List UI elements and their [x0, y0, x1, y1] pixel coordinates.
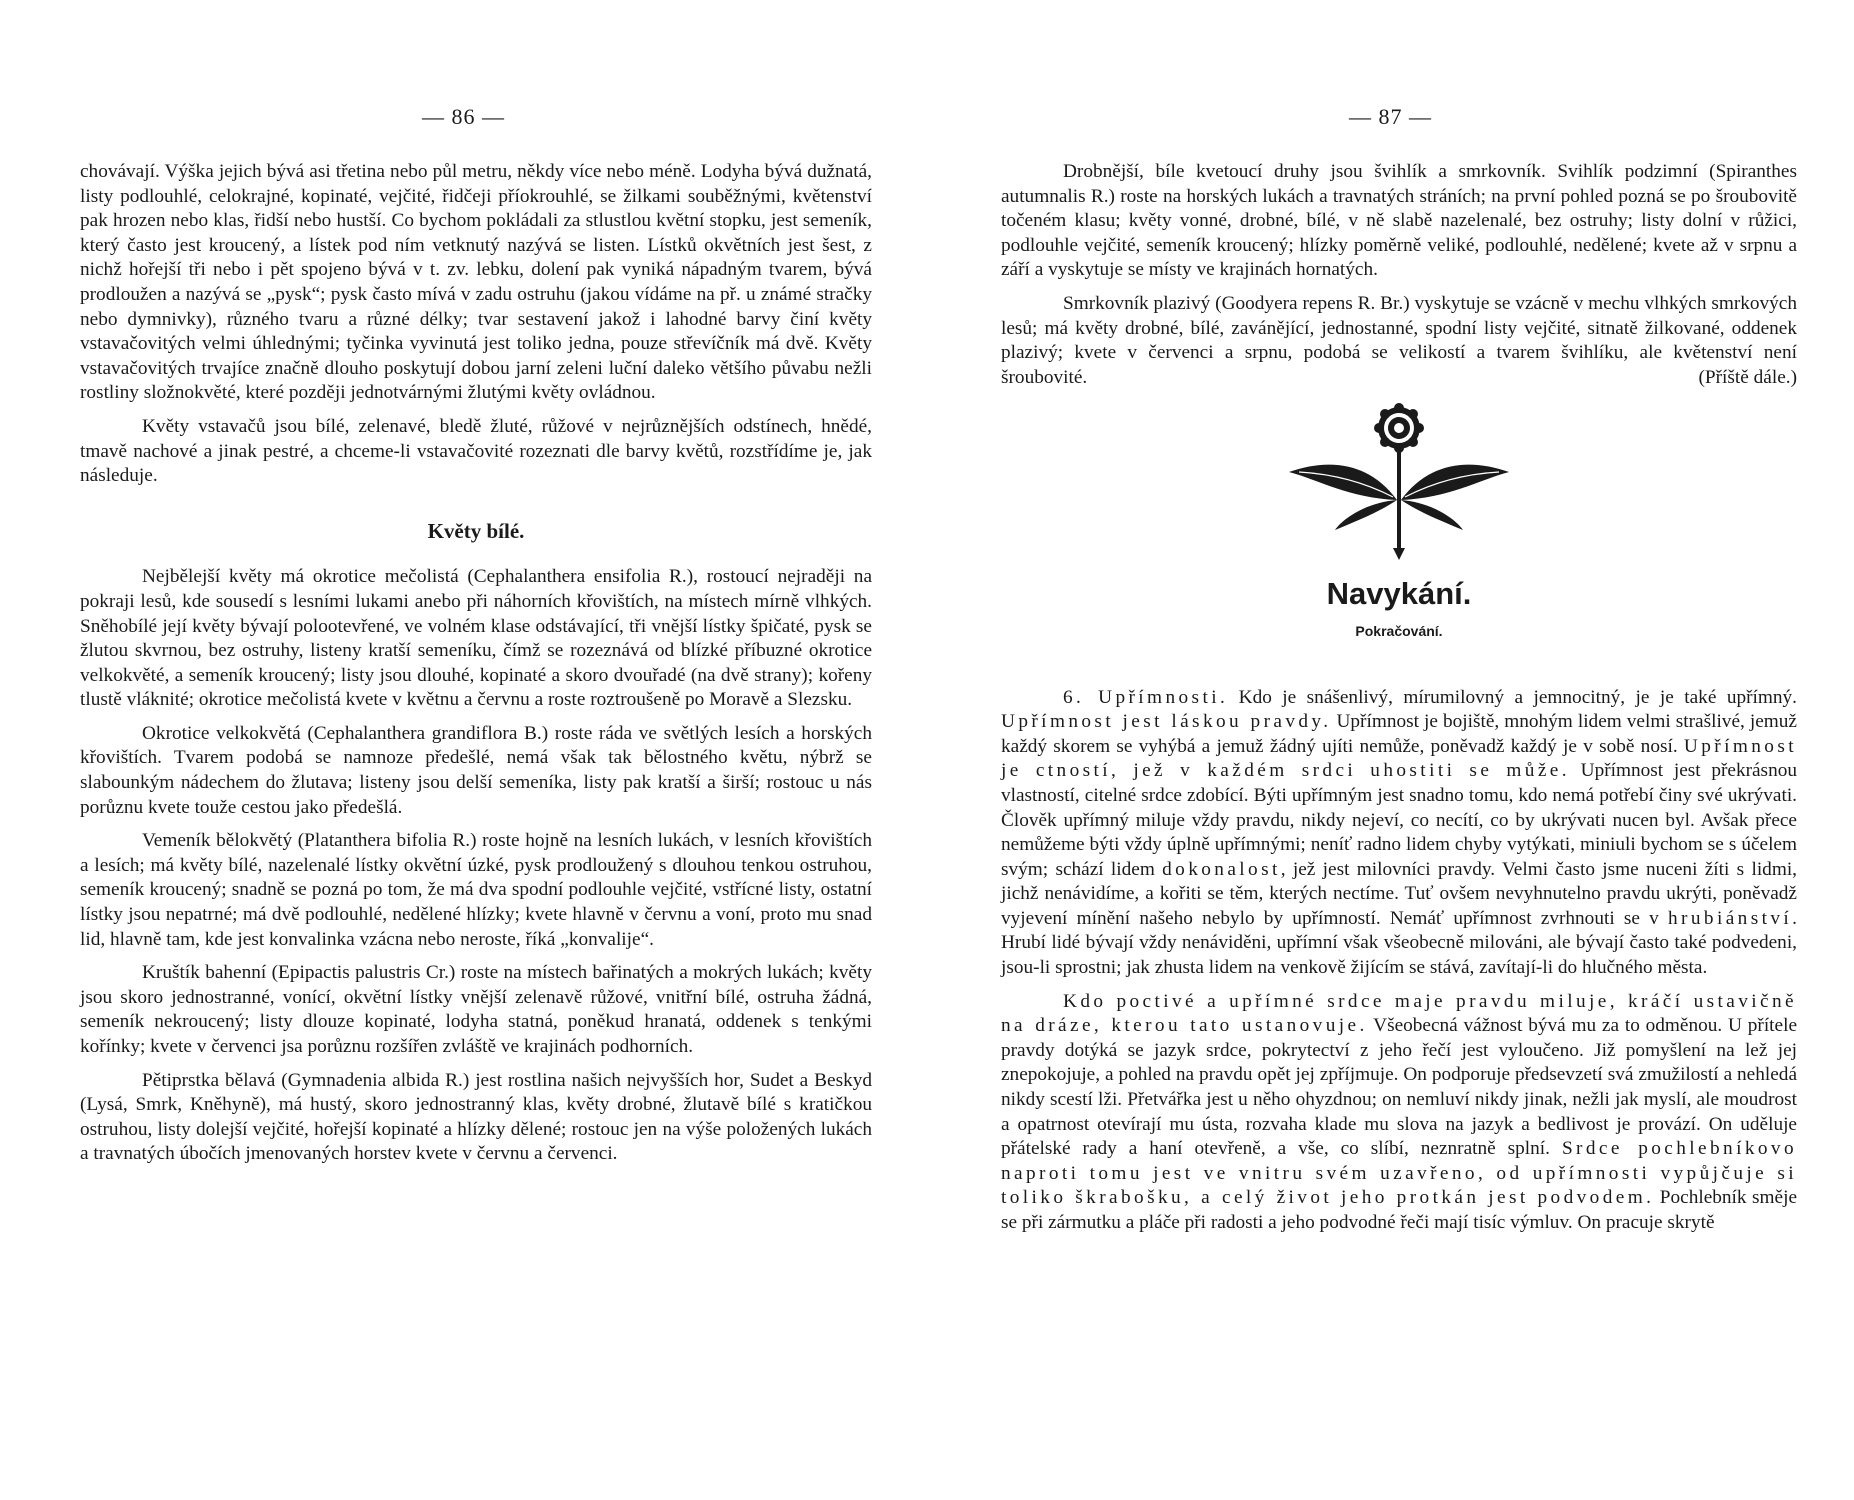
paragraph-krustik: Kruštík bahenní (Epipactis palustris Cr.) roste na místech bařinatých a mokrých lukách; květy jsou skoro jednostranné, vonící, okvětní lístky vnější zelenavě růžové, vnitřní bílé, ostruha žádná, semeník nekroucený; listy dlouze kopinaté, lodyha statná, poněkud hranatá, oddenek s tenkými kořínky; kvete v červenci jsa porůznu rozšířen zvláště ve krajinách podhorních. — [80, 962, 872, 1057]
continued-note: (Příště dále.) — [1698, 366, 1797, 388]
left-column — [80, 160, 872, 1176]
text-run: Kdo je snášenlivý, mírumilovný a jemnocitný, je je také upřímný. — [1228, 686, 1797, 708]
paragraph-flower-colors: Květy vstavačů jsou bílé, zelenavé, bledě žluté, růžové v nejrůznějších odstínech, hnědé, tmavě nachové a jinak pestré, a chceme-li vstavačovité rozeznati dle barvy květů, rozstřídíme je, jak následuje. — [80, 415, 872, 487]
paragraph-poctive-srdce — [1001, 990, 1797, 1236]
paragraph-svihlik: Drobnější, bíle kvetoucí druhy jsou švihlík a smrkovník. Svihlík podzimní (Spiranthes autumnalis R.) roste na horských lukách a travnatých stráních; na první pohled pozná se po šroubovitě točeném klasu; květy vonné, drobné, bílé, v ně slabě nazelenalé, bez ostruhy; listy dolní v růžici, podlouhle vejčité, semeník kroucený; hlízky poměrně veliké, podlouhlé, nedělené; kvete až v srpnu a září a vyskytuje se místy ve krajinách hornatých. — [1001, 161, 1797, 281]
paragraph-smrkovnik-text: Smrkovník plazivý (Goodyera repens R. Br.) vyskytuje se vzácně v mechu vlhkých smrkových lesů; má květy drobné, bílé, zavánějící, jednostanné, spodní listy vejčité, sitnatě žilkované, oddenek plazivý; kvete v červenci a srpnu, podobá se velikostí a tvarem švihlíku, ale květenství není šroubovité. — [1001, 292, 1797, 388]
emphasis-run: Upřímnost je ctností, jež v každém srdci uhostiti se může. — [1001, 735, 1797, 782]
right-column — [1001, 160, 1797, 1245]
text-run: . Hrubí lidé bývají vždy nenáviděni, upřímní však všeobecně milováni, ale bývají často také podvedeni, jsou-li sprostni; jak zhusta lidem na venkově žijícím se stává, zavítají-li do hlučného města. — [1001, 907, 1797, 979]
text-run: Všeobecná vážnost bývá mu za to odměnou. U přítele pravdy dotýká se jazyk srdce, pokrytectví z jeho řečí jest vyloučeno. Již pomyšlení na lež jej znepokojuje, a pohled na pravdu opět jej zpříjmuje. On podporuje předsevzetí svá zmužilostí a nehledá nikdy scestí lži. Přetvářka jest u něho ohyzdnou; on nemluví nikdy jinak, nežli jak myslí, ale moudrost a opatrnost otevírají mu ústa, rozvaha klade mu slova na jazyk a bedlivost je provází. On uděluje přátelské rady a haní otevřeně, a vše, co slíbí, neznratně splní. — [1001, 1015, 1798, 1160]
paragraph-petiprstka: Pětiprstka bělavá (Gymnadenia albida R.) jest rostlina našich nejvyšších hor, Sudet a Beskyd (Lysá, Smrk, Kněhyně), má hustý, skoro jednostranný klas, květy drobné, žlutavě bílé s kratičkou ostruhou, listy dolejší vejčité, hořejší kopinaté a hlízky dělené; rostouc jen na výše položených lukách a travnatých úbočích jmenovaných horstev kvete v červnu a červenci. — [80, 1069, 872, 1165]
emphasis-run: Upřímnost jest láskou pravdy. — [1001, 711, 1332, 733]
text-run: Pochlebník směje se při zármutku a pláče při radosti a jeho podvodné řeči mají tisíc výmluv. On pracuje skrytě — [1001, 1187, 1798, 1233]
paragraph-uprimnosti — [1001, 686, 1797, 981]
numbered-lead: 6. Upřímnosti. — [1063, 686, 1229, 708]
text-run: , jež jest milovníci pravdy. Velmi často jsme nuceni žíti s lidmi, jichž nenávidíme, a kořiti se těm, kterých nectíme. Tuť ovšem nevyhnutelno pravdu ukrýti, poněvadž vyjevení mínění našeho nebylo by upřímností. Nemáť upřímnost zvrhnouti se v — [1001, 858, 1797, 929]
flower-ornament-icon — [1001, 402, 1797, 564]
page-number-left: — 86 — — [422, 104, 505, 129]
article-title: Navykání. — [1326, 576, 1472, 612]
emphasis-run: Kdo poctivé a upřímné srdce maje pravdu miluje, kráčí ustavičně na dráze, kterou tato ustanovuje. — [1001, 990, 1797, 1037]
paragraph-continued: chovávají. Výška jejich bývá asi třetina nebo půl metru, někdy více nebo méně. Lodyha bývá dužnatá, listy podlouhlé, celokrajné, kopinaté, vejčité, řidčeji příokrouhlé, se žilkami souběžnými, květenství pak hrozen nebo klas, řidší nebo hustší. Co bychom pokládali za stlustlou květní stopku, jest semeník, který často jest kroucený, a lístek pod ním vetknutý nazývá se listen. Lístků okvětních jest šest, z nichž hořejší tři nebo i pět spojeno bývá v t. zv. lebku, dolení pak vyniká nápadným tvarem, bývá prodloužen a nazývá se „pysk“; pysk často mívá v zadu ostruhu (jakou vídáme na př. u známé stračky nebo dymnivky), různého tvaru a různé délky; tvar sestavení jakož i lahodné barvy činí květy vstavačovitých velmi úhlednými; tyčinka vyvinutá jest toliko jedna, pouze střevíčník má dvě. Květy vstavačovitých trvajíce značně dlouho poskytují dobou jarní zeleni luční daleko většího půvabu nežli rostliny složnokvěté, které později jednotvárnými žlutými květy ovládnou. — [80, 161, 872, 404]
paragraph-okrotice-velkokveta: Okrotice velkokvětá (Cephalanthera grandiflora B.) roste ráda ve světlých lesích a horských křovištích. Tvarem podobá se namnoze předešlé, nemá však tak bělostného květu, nýbrž se slabounkým nádechem do žlutava; listeny jsou delší semeníka, listy pak kratší a širší; rostouc u nás porůznu kvete touže cestou jako předešlá. — [80, 722, 872, 818]
paragraph-vemenik: Vemeník bělokvětý (Platanthera bifolia R.) roste hojně na lesních lukách, v lesních křovištích a lesích; má květy bílé, nazelenalé lístky okvětní úzké, pysk prodloužený s dlouhou tenkou ostruhou, semeník kroucený; snadně se pozná po tom, že má dva spodní podlouhle vejčité, vstřícné listy, ostatní lístky jsou nepatrné; má dvě podlouhlé, nedělené hlízky; kvete hlavně v červnu a voní, proto mu snad lid, hlavně tam, kde jest konvalinka vzácna nebo neroste, říká „konvalije“. — [80, 830, 872, 950]
text-run: Upřímnost jest překrásnou vlastností, citelné srdce zdobící. Býti upřímným jest snadno tomu, kdo nemá potřebí činy své ukrývati. Člověk upřímný miluje vždy pravdu, nikdy nejeví, co necítí, co by ukrývati nucen byl. Avšak přece nemůžeme býti vždy úplně upřímnými; neníť radno lidem chyby vytýkati, miniuli bychom se s účelem svým; schází lidem — [1001, 760, 1797, 880]
paragraph-okrotice-mecolista: Nejbělejší květy má okrotice mečolistá (Cephalanthera ensifolia R.), rostoucí nejraději na pokraji lesů, kde sousedí s lesními lukami anebo při náhorních křovištích, na místech mírně vlhkých. Sněhobílé její květy bývají polootevřené, ve volném klase odstávající, tři vnější lístky špičaté, pysk se žlutou skvrnou, bez ostruhy, listeny kratší semeníku, čímž se rozeznává od blízké příbuzné okrotice velkokvěté, a semeník kroucený; listy jsou dlouhé, kopinaté a skoro dvouřadé (na dvě strany); kořeny tlustě vláknité; okrotice mečolistá kvete v květnu a červnu a roste roztroušeně po Moravě a Slezsku. — [80, 566, 872, 711]
paragraph-smrkovnik — [1001, 292, 1797, 390]
text-run: Upřímnost je bojiště, mnohým lidem velmi strašlivé, jemuž každý skorem se vyhýbá a jemuž žádný ujíti nemůže, poněvadž každý je v sobě nosí. — [1001, 711, 1797, 757]
article-subtitle: Pokračování. — [1355, 622, 1443, 639]
emphasis-run: Srdce pochlebníkovo naproti tomu jest ve vnitru svém uzavřeno, od upřímnosti vypůjčuje si toliko škrabošku, a celý život jeho protkán jest podvodem. — [1001, 1138, 1797, 1209]
section-heading: Květy bílé. — [427, 518, 525, 543]
page-number-right: — 87 — — [1349, 104, 1432, 129]
emphasis-run: hrubiánství — [1668, 907, 1793, 929]
emphasis-run: dokonalost — [1162, 858, 1281, 880]
right-page — [927, 0, 1854, 1500]
